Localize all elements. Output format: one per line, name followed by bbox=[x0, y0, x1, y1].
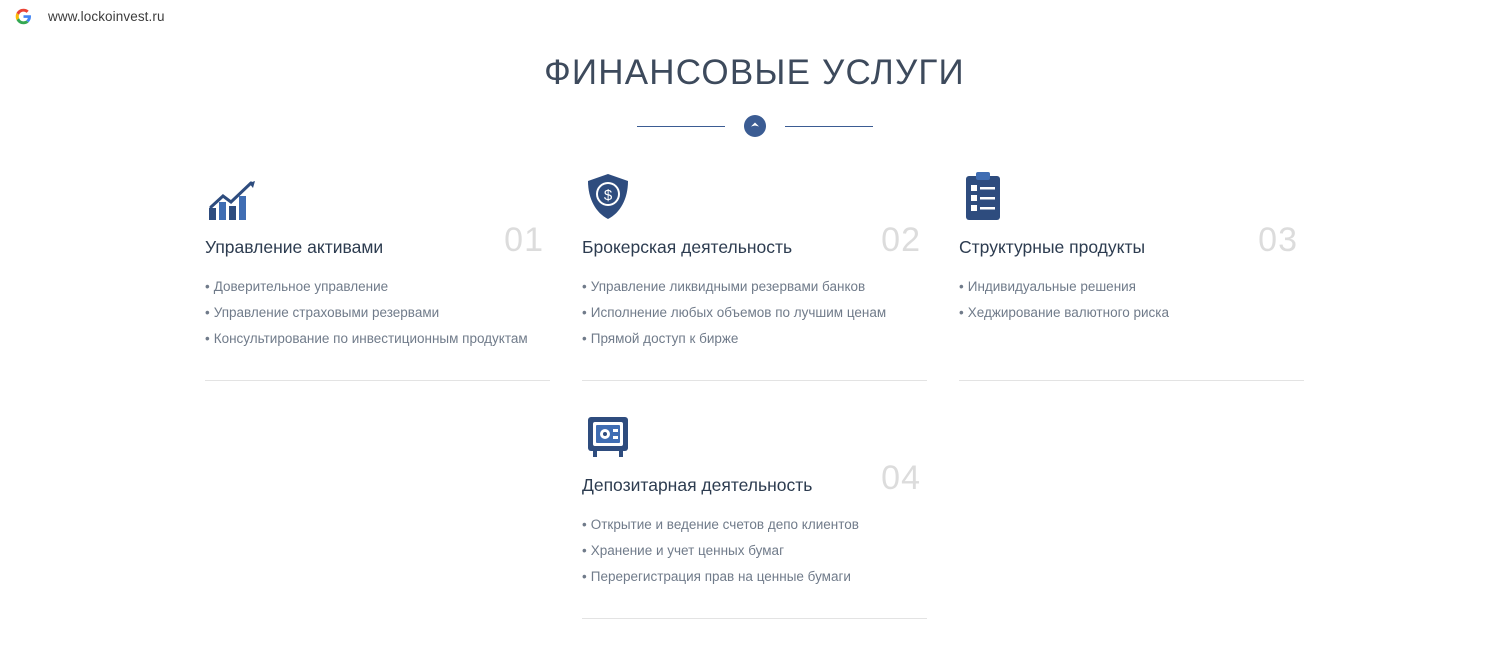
list-item bbox=[582, 274, 927, 300]
list-item-text: Прямой доступ к бирже bbox=[590, 331, 739, 346]
list-item bbox=[582, 512, 927, 538]
services-grid-row1 bbox=[0, 165, 1509, 381]
grid-spacer-left bbox=[205, 403, 550, 619]
svg-text:$: $ bbox=[603, 187, 613, 204]
service-card-structured-products[interactable] bbox=[959, 165, 1304, 381]
url-text[interactable]: www.lockoinvest.ru bbox=[48, 9, 165, 24]
title-divider bbox=[637, 115, 873, 139]
service-title: Структурные продукты bbox=[959, 237, 1146, 257]
bullet-glyph: • bbox=[582, 517, 587, 532]
service-card-depository[interactable] bbox=[582, 403, 927, 619]
list-item bbox=[582, 300, 927, 326]
bullet-glyph: • bbox=[582, 279, 587, 294]
clipboard-checklist-icon bbox=[959, 165, 1304, 223]
service-number: 04 bbox=[881, 459, 921, 497]
list-item bbox=[959, 274, 1304, 300]
list-item-text: Консультирование по инвестиционным продуктам bbox=[213, 331, 528, 346]
divider-line-right bbox=[785, 126, 873, 127]
service-title: Управление активами bbox=[205, 237, 384, 257]
list-item bbox=[205, 300, 550, 326]
service-item-list bbox=[959, 274, 1304, 326]
list-item-text: Хранение и учет ценных бумаг bbox=[590, 543, 784, 558]
safe-vault-icon bbox=[582, 403, 927, 461]
service-title: Брокерская деятельность bbox=[582, 237, 793, 257]
list-item bbox=[205, 274, 550, 300]
service-card-brokerage[interactable] bbox=[582, 165, 927, 381]
list-item bbox=[959, 300, 1304, 326]
list-item-text: Управление ликвидными резервами банков bbox=[590, 279, 866, 294]
list-item bbox=[205, 326, 550, 352]
list-item-text: Управление страховыми резервами bbox=[213, 305, 440, 320]
list-item-text: Хеджирование валютного риска bbox=[967, 305, 1169, 320]
service-item-list bbox=[582, 512, 927, 590]
bullet-glyph: • bbox=[582, 331, 587, 346]
bullet-glyph: • bbox=[582, 305, 587, 320]
service-number: 02 bbox=[881, 221, 921, 259]
bullet-glyph: • bbox=[959, 279, 964, 294]
browser-topbar bbox=[0, 0, 1509, 33]
service-item-list bbox=[582, 274, 927, 352]
service-title: Депозитарная деятельность bbox=[582, 475, 813, 495]
google-g-icon bbox=[14, 8, 32, 26]
service-number: 03 bbox=[1258, 221, 1298, 259]
list-item-text: Исполнение любых объемов по лучшим ценам bbox=[590, 305, 887, 320]
bullet-glyph: • bbox=[205, 279, 210, 294]
list-item bbox=[582, 538, 927, 564]
service-number: 01 bbox=[504, 221, 544, 259]
bullet-glyph: • bbox=[959, 305, 964, 320]
page-title: ФИНАНСОВЫЕ УСЛУГИ bbox=[544, 53, 965, 92]
page-content bbox=[0, 53, 1509, 619]
divider-line-left bbox=[637, 126, 725, 127]
list-item-text: Открытие и ведение счетов депо клиентов bbox=[590, 517, 859, 532]
growth-chart-icon bbox=[205, 165, 550, 223]
service-item-list bbox=[205, 274, 550, 352]
bullet-glyph: • bbox=[582, 569, 587, 584]
services-grid-row2 bbox=[0, 403, 1509, 619]
list-item-text: Перерегистрация прав на ценные бумаги bbox=[590, 569, 851, 584]
grid-spacer-right bbox=[959, 403, 1304, 619]
list-item-text: Доверительное управление bbox=[213, 279, 389, 294]
service-card-asset-management[interactable] bbox=[205, 165, 550, 381]
list-item bbox=[582, 564, 927, 590]
shield-dollar-icon bbox=[582, 165, 927, 223]
list-item-text: Индивидуальные решения bbox=[967, 279, 1136, 294]
list-item bbox=[582, 326, 927, 352]
diamond-badge-icon bbox=[744, 115, 766, 137]
bullet-glyph: • bbox=[205, 331, 210, 346]
bullet-glyph: • bbox=[582, 543, 587, 558]
bullet-glyph: • bbox=[205, 305, 210, 320]
